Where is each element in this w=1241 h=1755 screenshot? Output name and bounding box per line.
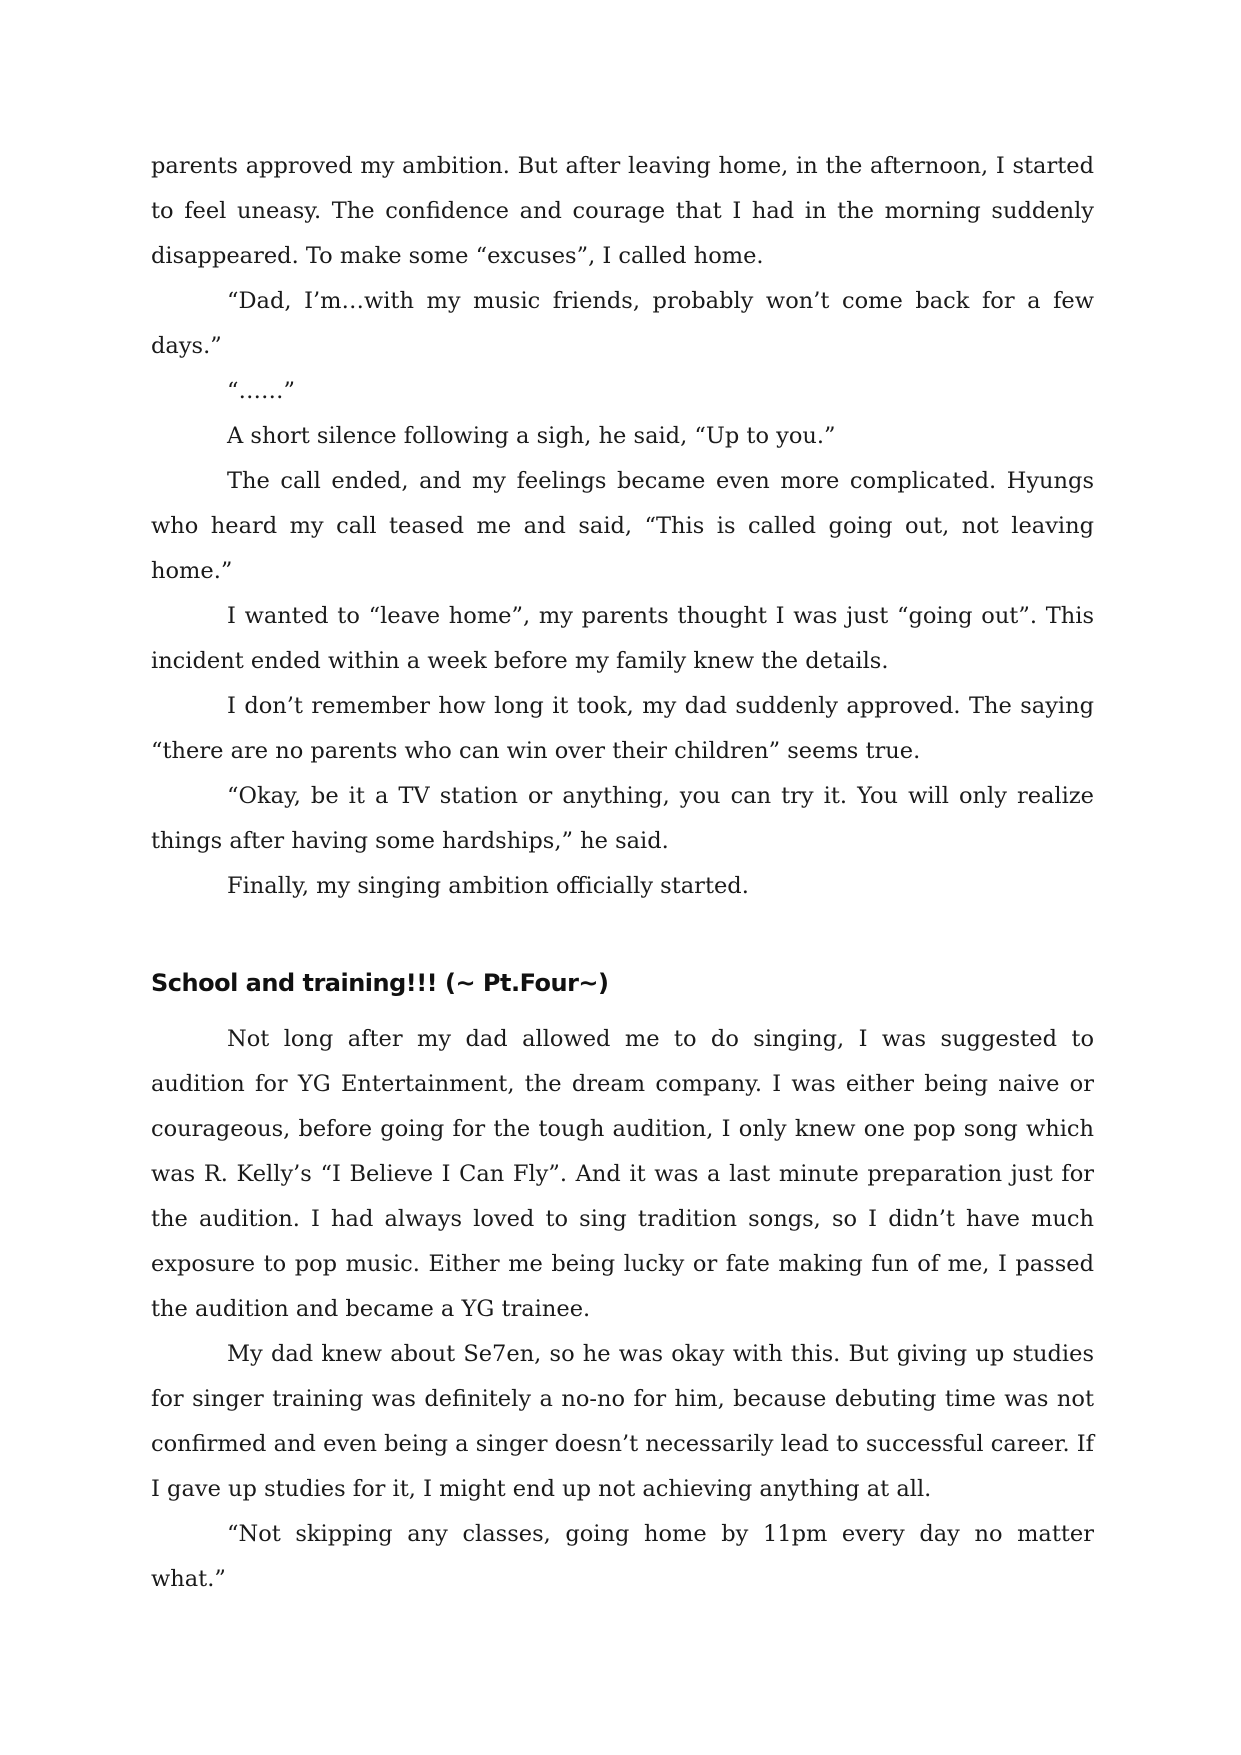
paragraph: Not long after my dad allowed me to do singing, I was suggested to audition for YG Entertainment, the dream company. I was either being naive or courageous, before going for the tough audition, I only knew one pop song which was R. Kelly’s “I Believe I Can Fly”. And it was a last minute preparation just for the audition. I had always loved to sing tradition songs, so I didn’t have much exposure to pop music. Either me being lucky or fate making fun of me, I passed the audition and became a YG trainee. — [151, 1026, 1094, 1322]
paragraph: “Dad, I’m…with my music friends, probably won’t come back for a few days.” — [151, 288, 1094, 359]
section-heading: School and training!!! (~ Pt.Four~) — [151, 969, 609, 997]
paragraph: Finally, my singing ambition officially started. — [227, 873, 749, 899]
paragraph: “Not skipping any classes, going home by 11pm every day no matter what.” — [151, 1521, 1094, 1592]
paragraph: The call ended, and my feelings became even more complicated. Hyungs who heard my call teased me and said, “This is called going out, not leaving home.” — [151, 468, 1094, 584]
paragraph: “……” — [227, 378, 296, 404]
document-page — [151, 144, 1094, 1602]
paragraph: “Okay, be it a TV station or anything, you can try it. You will only realize things after having some hardships,” he said. — [151, 783, 1094, 854]
paragraph: parents approved my ambition. But after leaving home, in the afternoon, I started to feel uneasy. The confidence and courage that I had in the morning suddenly disappeared. To make some “excuses”, I called home. — [151, 153, 1094, 269]
paragraph: A short silence following a sigh, he said, “Up to you.” — [227, 423, 836, 449]
paragraph: I wanted to “leave home”, my parents thought I was just “going out”. This incident ended within a week before my family knew the details. — [151, 603, 1094, 674]
paragraph: My dad knew about Se7en, so he was okay with this. But giving up studies for singer training was definitely a no-no for him, because debuting time was not confirmed and even being a singer doesn’t necessarily lead to successful career. If I gave up studies for it, I might end up not achieving anything at all. — [151, 1341, 1094, 1502]
section-one — [151, 144, 1094, 909]
paragraph: I don’t remember how long it took, my dad suddenly approved. The saying “there are no parents who can win over their children” seems true. — [151, 693, 1094, 764]
section-two — [151, 1017, 1094, 1602]
